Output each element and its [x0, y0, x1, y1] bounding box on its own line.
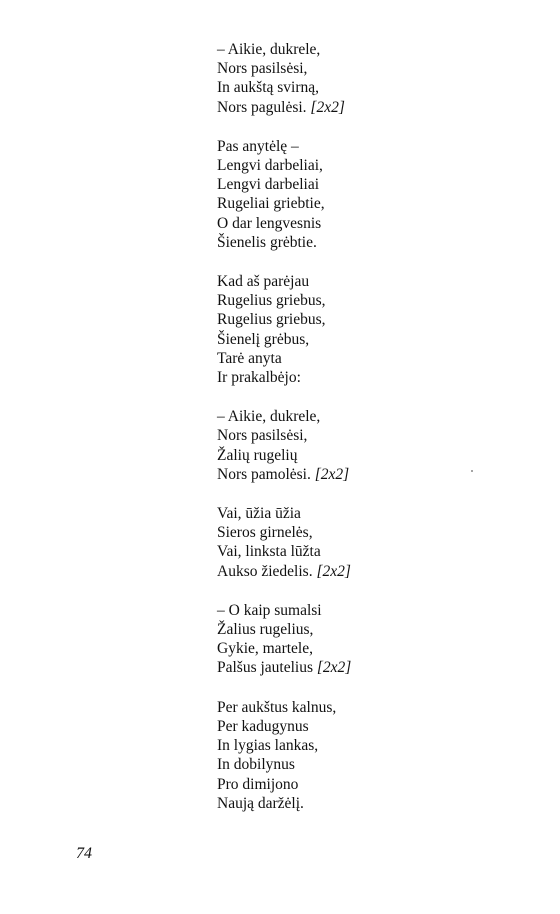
refrain-marker: [2x2]: [310, 98, 345, 116]
poem-line-text: Šienelį grėbus,: [217, 330, 310, 348]
poem-line: [217, 658, 537, 677]
poem-line: [217, 98, 537, 117]
poem-line: [217, 368, 537, 387]
poem-line-text: Per aukštus kalnus,: [217, 698, 337, 716]
stanza: [217, 407, 537, 484]
poem-line-text: Rugelius griebus,: [217, 292, 326, 310]
poem-line: [217, 137, 537, 156]
poem-line: [217, 523, 537, 542]
poem-line: [217, 542, 537, 561]
poem-line: [217, 446, 537, 465]
poem-line: [217, 717, 537, 736]
poem: [217, 40, 537, 833]
poem-line: [217, 214, 537, 233]
poem-line-text: Lengvi darbeliai,: [217, 157, 323, 175]
poem-line: [217, 194, 537, 213]
poem-line: [217, 601, 537, 620]
poem-line: [217, 562, 537, 581]
poem-line-text: Vai, linksta lūžta: [217, 543, 321, 561]
poem-line: [217, 349, 537, 368]
poem-line-text: Gykie, martele,: [217, 640, 313, 658]
poem-line: [217, 175, 537, 194]
poem-line-text: Žalius rugelius,: [217, 621, 314, 639]
poem-line-text: Naują daržėlį.: [217, 794, 304, 812]
poem-line-text: Kad aš parėjau: [217, 273, 310, 291]
poem-line-text: – O kaip sumalsi: [217, 601, 322, 619]
poem-line-text: O dar lengvesnis: [217, 214, 322, 232]
stanza: [217, 698, 537, 813]
poem-line-text: Ir prakalbėjo:: [217, 369, 301, 387]
poem-line: [217, 794, 537, 813]
stanza: [217, 272, 537, 387]
poem-line-text: Pro dimijono: [217, 775, 299, 793]
poem-line: [217, 40, 537, 59]
refrain-marker: [2x2]: [316, 562, 351, 580]
refrain-marker: [2x2]: [314, 465, 350, 483]
stanza: [217, 40, 537, 117]
refrain-marker: [2x2]: [316, 659, 352, 677]
poem-line-text: – Aikie, dukrele,: [217, 408, 321, 426]
poem-line: [217, 698, 537, 717]
poem-line-text: Nors pamolėsi.: [217, 465, 311, 483]
poem-line-text: Per kadugynus: [217, 717, 309, 735]
poem-line: [217, 59, 537, 78]
poem-line-text: Nors pasilsėsi,: [217, 60, 308, 78]
poem-line: [217, 330, 537, 349]
poem-line-text: In dobilynus: [217, 756, 295, 774]
poem-line: [217, 156, 537, 175]
poem-line: [217, 426, 537, 445]
poem-line-text: Aukso žiedelis.: [217, 562, 313, 580]
poem-line: [217, 504, 537, 523]
scan-speck: [471, 470, 473, 472]
poem-line: [217, 78, 537, 97]
poem-line-text: Nors pagulėsi.: [217, 98, 307, 116]
poem-line-text: – Aikie, dukrele,: [217, 41, 321, 58]
poem-line: [217, 755, 537, 774]
poem-line-text: Rugeliai griebtie,: [217, 195, 325, 213]
poem-line: [217, 736, 537, 755]
stanza: [217, 137, 537, 252]
poem-line-text: Rugelius griebus,: [217, 311, 326, 329]
poem-line: [217, 310, 537, 329]
poem-line: [217, 775, 537, 794]
poem-line-text: Palšus jautelius: [217, 659, 314, 677]
poem-line: [217, 272, 537, 291]
poem-line-text: Žalių rugelių: [217, 446, 298, 464]
poem-line-text: Tarė anyta: [217, 349, 282, 367]
poem-line-text: In aukštą svirną,: [217, 79, 320, 97]
poem-line-text: Vai, ūžia ūžia: [217, 505, 301, 523]
poem-line: [217, 639, 537, 658]
poem-line: [217, 620, 537, 639]
stanza: [217, 504, 537, 581]
poem-line-text: In lygias lankas,: [217, 737, 319, 755]
poem-line-text: Nors pasilsėsi,: [217, 427, 308, 445]
stanza: [217, 601, 537, 678]
poem-line: [217, 407, 537, 426]
poem-line: [217, 291, 537, 310]
poem-line-text: Sieros girnelės,: [217, 524, 313, 542]
poem-line-text: Lengvi darbeliai: [217, 176, 319, 194]
poem-line-text: Pas anytėlę –: [217, 137, 299, 155]
poem-line: [217, 465, 537, 484]
poem-line-text: Šienelis grėbtie.: [217, 233, 317, 251]
page-number: 74: [76, 845, 92, 862]
poem-line: [217, 233, 537, 252]
